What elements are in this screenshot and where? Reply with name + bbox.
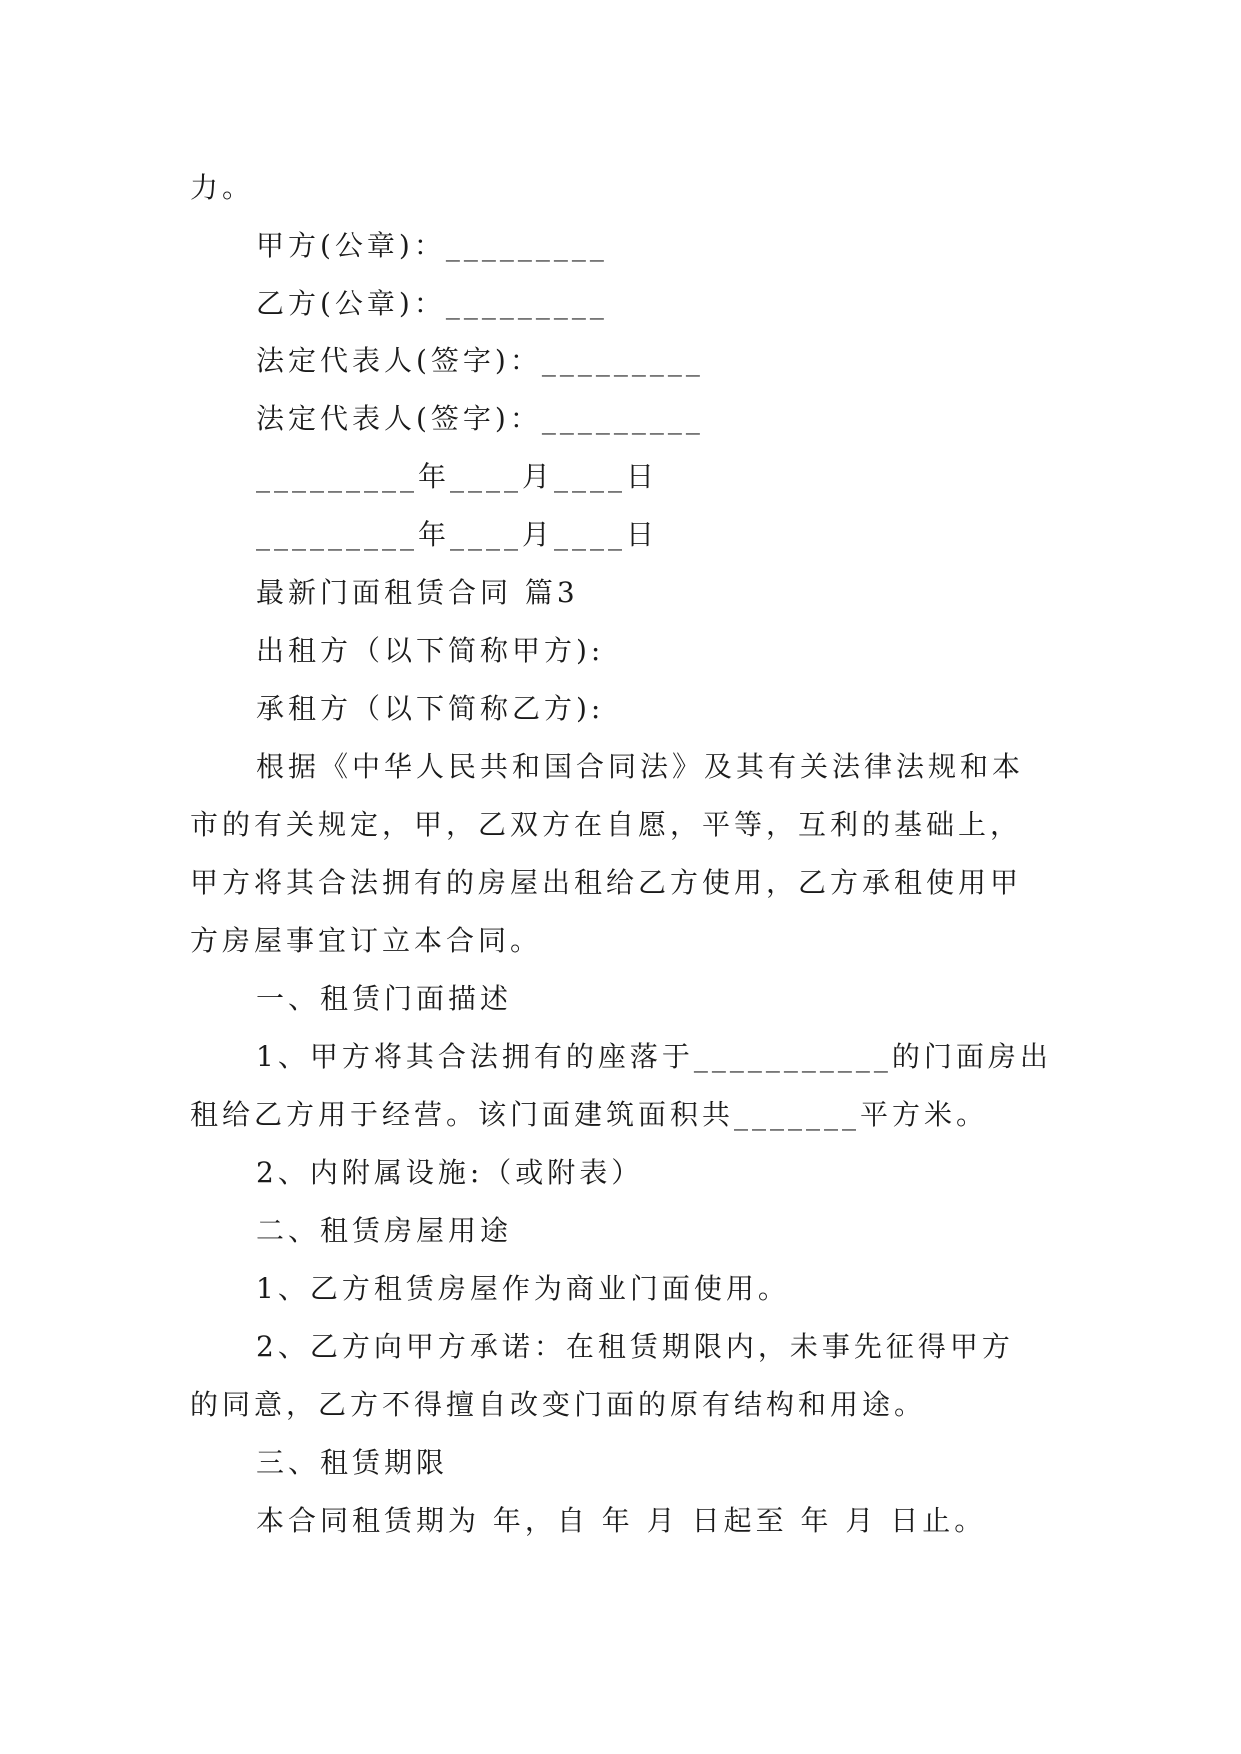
- lessor-line: 出租方（以下简称甲方):: [256, 634, 605, 667]
- legal-rep-signature-line: 法定代表人(签字)：_________: [256, 402, 704, 435]
- date-line: _________年____月____日: [256, 518, 659, 551]
- paragraph-line: 的同意，乙方不得擅自改变门面的原有结构和用途。: [190, 1388, 927, 1421]
- paragraph-line: 1、乙方租赁房屋作为商业门面使用。: [256, 1272, 790, 1305]
- section-title: 最新门面租赁合同 篇3: [256, 576, 579, 609]
- party-a-seal-line: 甲方(公章)：_________: [256, 229, 608, 262]
- lessee-line: 承租方（以下简称乙方):: [256, 692, 605, 725]
- paragraph-line: 根据《中华人民共和国合同法》及其有关法律法规和本: [256, 750, 1025, 783]
- paragraph-line: 市的有关规定，甲，乙双方在自愿，平等，互利的基础上，: [190, 808, 1023, 841]
- text-line: 力。: [190, 171, 255, 204]
- clause-heading: 一、租赁门面描述: [256, 982, 513, 1015]
- party-b-seal-line: 乙方(公章)：_________: [256, 287, 608, 320]
- paragraph-line: 本合同租赁期为 年，自 年 月 日起至 年 月 日止。: [256, 1504, 987, 1537]
- paragraph-line: 2、内附属设施:（或附表）: [256, 1156, 644, 1189]
- paragraph-line: 租给乙方用于经营。该门面建筑面积共_______平方米。: [190, 1098, 989, 1131]
- clause-heading: 二、租赁房屋用途: [256, 1214, 513, 1247]
- legal-rep-signature-line: 法定代表人(签字)：_________: [256, 344, 704, 377]
- clause-heading: 三、租赁期限: [256, 1446, 449, 1479]
- paragraph-line: 甲方将其合法拥有的房屋出租给乙方使用，乙方承租使用甲: [190, 866, 1023, 899]
- paragraph-line: 方房屋事宜订立本合同。: [190, 924, 543, 957]
- paragraph-line: 2、乙方向甲方承诺：在租赁期限内，未事先征得甲方: [256, 1330, 1014, 1363]
- paragraph-line: 1、甲方将其合法拥有的座落于___________的门面房出: [256, 1040, 1052, 1073]
- date-line: _________年____月____日: [256, 460, 659, 493]
